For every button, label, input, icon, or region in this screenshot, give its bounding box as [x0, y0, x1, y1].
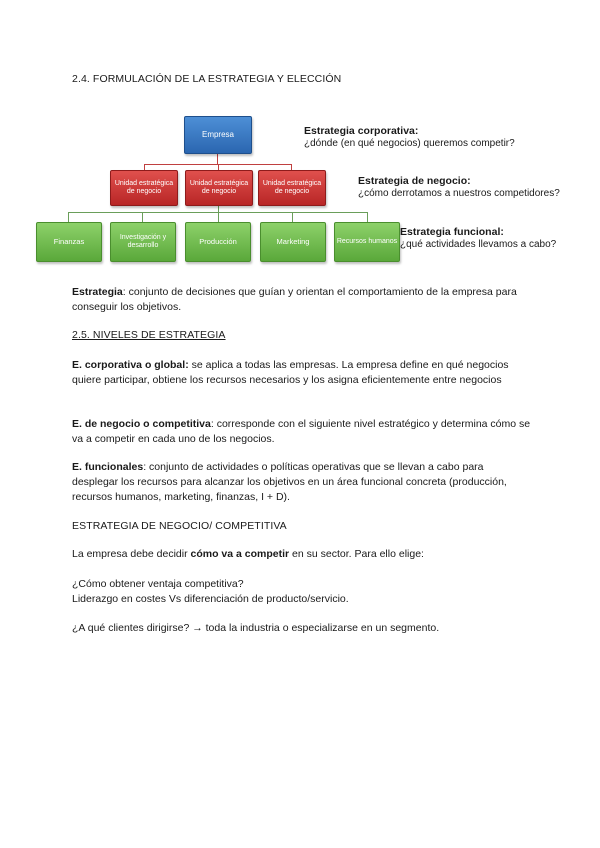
- corporativa-label: Estrategia corporativa:: [304, 125, 419, 137]
- function-box: Producción: [185, 222, 251, 262]
- decide-paragraph: [72, 547, 532, 562]
- corporativa-definition: [72, 358, 532, 388]
- negocio-question: ¿cómo derrotamos a nuestros competidores?: [358, 188, 560, 199]
- answer-text: Liderazgo en costes Vs diferenciación de producto/servicio.: [72, 593, 349, 605]
- term: Estrategia: [72, 286, 123, 298]
- term: E. funcionales: [72, 461, 144, 473]
- connector-line: [218, 212, 219, 222]
- function-box: Finanzas: [36, 222, 102, 262]
- question-1: [72, 577, 532, 607]
- funcional-question: ¿qué actividades llevamos a cabo?: [400, 239, 557, 250]
- funcionales-definition: [72, 460, 532, 505]
- function-box: Marketing: [260, 222, 326, 262]
- section-2-5-title: 2.5. NIVELES DE ESTRATEGIA: [72, 329, 226, 341]
- connector-line: [292, 212, 293, 222]
- funcional-label: Estrategia funcional:: [400, 226, 504, 238]
- definition-text: : conjunto de actividades o políticas operativas que se llevan a cabo para desplegar los recursos para alcanzar los objetivos en un área funcional concreta (producción, recursos humanos, marketing, finanzas, I + D).: [72, 461, 507, 503]
- term: E. de negocio o competitiva: [72, 418, 211, 430]
- estrategia-definition: [72, 285, 532, 315]
- function-box: Recursos humanos: [334, 222, 400, 262]
- question-text: ¿Cómo obtener ventaja competitiva?: [72, 578, 244, 590]
- section-2-4-title: 2.4. FORMULACIÓN DE LA ESTRATEGIA Y ELECCIÓN: [72, 73, 342, 85]
- subsection-title: ESTRATEGIA DE NEGOCIO/ COMPETITIVA: [72, 520, 287, 532]
- empresa-box: Empresa: [184, 116, 252, 154]
- definition-text: se aplica a todas las empresas. La empresa define en qué negocios quiere participar, obtiene los recursos necesarios y los asigna eficientemente entre negocios: [72, 359, 509, 386]
- definition-text: : corresponde con el siguiente nivel estratégico y determina cómo se va a competir en cada uno de los negocios.: [72, 418, 531, 445]
- text: en su sector. Para ello elige:: [289, 548, 424, 560]
- negocio-definition: [72, 417, 532, 447]
- bold-text: cómo va a competir: [190, 548, 290, 560]
- connector-line: [68, 212, 69, 222]
- function-box: Investigación y desarrollo: [110, 222, 176, 262]
- question-2: ¿A qué clientes dirigirse? → toda la industria o especializarse en un segmento.: [72, 622, 440, 634]
- connector-line: [367, 212, 368, 222]
- negocio-label: Estrategia de negocio:: [358, 175, 471, 187]
- corporativa-question: ¿dónde (en qué negocios) queremos competir?: [304, 138, 515, 149]
- business-unit-box: Unidad estratégica de negocio: [185, 170, 253, 206]
- term: E. corporativa o global:: [72, 359, 189, 371]
- connector-line: [142, 212, 143, 222]
- text: La empresa debe decidir: [72, 548, 191, 560]
- strategy-hierarchy-diagram: [34, 104, 574, 264]
- business-unit-box: Unidad estratégica de negocio: [110, 170, 178, 206]
- definition-text: : conjunto de decisiones que guían y orientan el comportamiento de la empresa para conseguir los objetivos.: [72, 286, 517, 313]
- business-unit-box: Unidad estratégica de negocio: [258, 170, 326, 206]
